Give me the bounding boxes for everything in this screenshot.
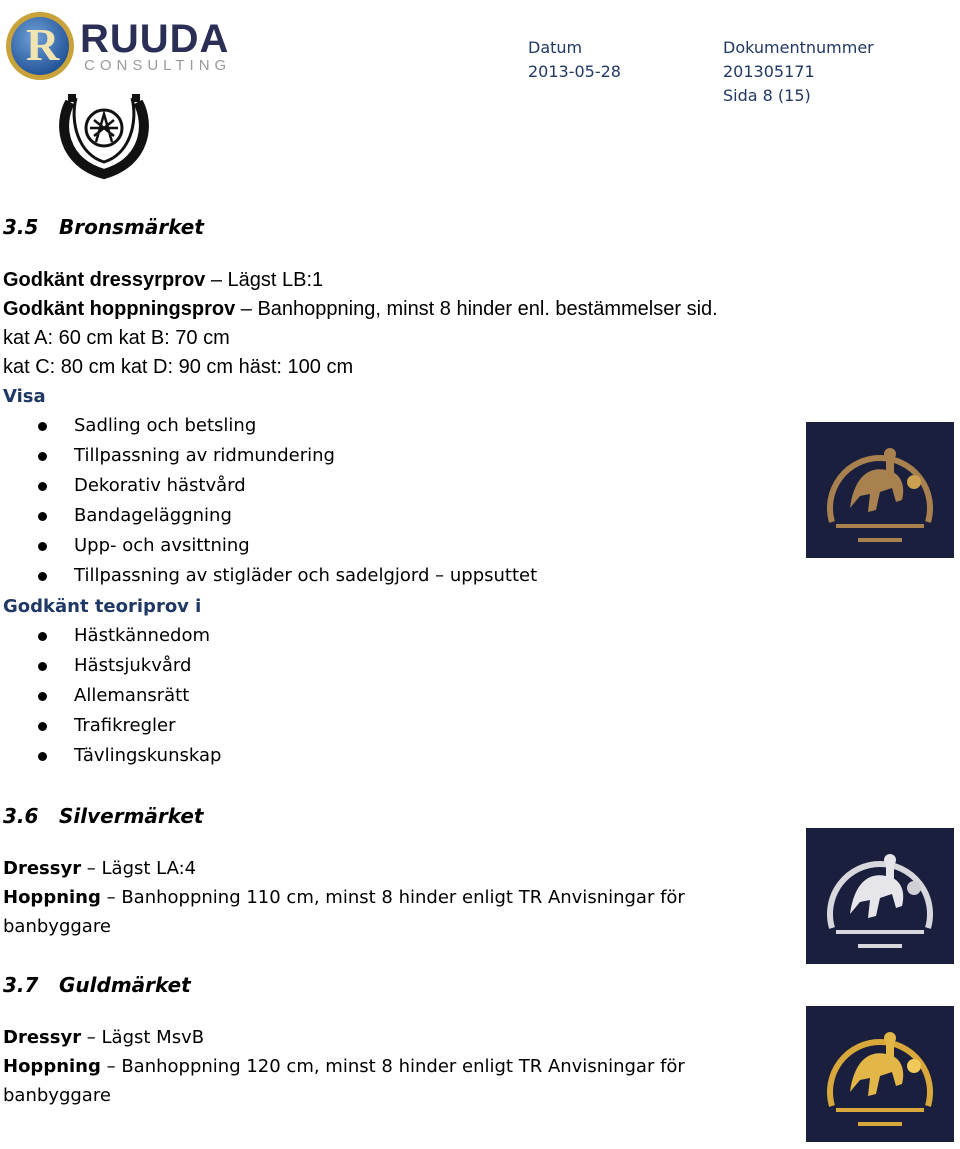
- list-item-text: Allemansrätt: [74, 685, 190, 706]
- list-item-text: Tävlingskunskap: [74, 745, 222, 766]
- list-item-text: Trafikregler: [74, 715, 176, 736]
- dressage-text: – Lägst MsvB: [81, 1027, 205, 1048]
- height-classes-2: kat C: 80 cm kat D: 90 cm häst: 100 cm: [3, 356, 354, 378]
- list-item-text: Bandageläggning: [74, 505, 232, 526]
- bullet-icon: [38, 692, 47, 701]
- jumping-requirement: [3, 886, 685, 910]
- logo-text: RUUDA: [80, 17, 230, 61]
- bronze-badge-icon: [806, 422, 954, 558]
- logo-letter: R: [26, 19, 60, 70]
- bullet-icon: [38, 452, 47, 461]
- silver-badge-icon: [806, 828, 954, 964]
- section-number: 3.7: [3, 973, 39, 997]
- bullet-icon: [38, 512, 47, 521]
- section-title: Silvermärket: [59, 804, 204, 828]
- theory-heading: Godkänt teoriprov i: [3, 596, 202, 617]
- page-number: Sida 8 (15): [723, 86, 811, 105]
- jumping-label: Hoppning: [3, 1056, 101, 1077]
- dressage-label: Godkänt dressyrprov: [3, 269, 206, 291]
- list-item-text: Hästsjukvård: [74, 655, 192, 676]
- bullet-icon: [38, 572, 47, 581]
- gold-badge-icon: [806, 1006, 954, 1142]
- bronze-badge-photo: [806, 422, 954, 558]
- section-3-5-heading: [3, 215, 204, 239]
- list-item-text: Tillpassning av ridmundering: [74, 445, 335, 466]
- list-item-text: Hästkännedom: [74, 625, 211, 646]
- jumping-label: Godkänt hoppningsprov: [3, 298, 236, 320]
- jumping-text: – Banhoppning, minst 8 hinder enl. bestämmelser sid.: [235, 298, 718, 320]
- date-label: Datum: [528, 38, 583, 57]
- list-item-text: Sadling och betsling: [74, 415, 257, 436]
- jumping-continuation: banbyggare: [3, 916, 111, 937]
- docnum-value: 201305171: [723, 62, 815, 81]
- section-number: 3.6: [3, 804, 39, 828]
- bullet-icon: [38, 422, 47, 431]
- jumping-text: – Banhoppning 110 cm, minst 8 hinder enligt TR Anvisningar för: [100, 887, 685, 908]
- bullet-icon: [38, 722, 47, 731]
- bullet-icon: [38, 482, 47, 491]
- bullet-icon: [38, 662, 47, 671]
- dressage-label: Dressyr: [3, 1027, 82, 1048]
- section-3-6-heading: [3, 804, 204, 828]
- horseshoe-seal-icon: [48, 84, 160, 184]
- dressage-text: – Lägst LA:4: [81, 858, 197, 879]
- dressage-text: – Lägst LB:1: [205, 269, 324, 291]
- ruuda-logo: [4, 10, 232, 82]
- section-number: 3.5: [3, 215, 39, 239]
- dressage-label: Dressyr: [3, 858, 82, 879]
- logo-subtext: CONSULTING: [84, 57, 232, 74]
- jumping-label: Hoppning: [3, 887, 101, 908]
- dressage-requirement: [3, 268, 323, 292]
- section-title: Guldmärket: [59, 973, 191, 997]
- list-item-text: Upp- och avsittning: [74, 535, 250, 556]
- bullet-icon: [38, 752, 47, 761]
- gold-badge-photo: [806, 1006, 954, 1142]
- height-classes-1: kat A: 60 cm kat B: 70 cm: [3, 327, 230, 349]
- club-seal: [48, 84, 160, 184]
- date-value: 2013-05-28: [528, 62, 621, 81]
- dressage-requirement: [3, 1026, 204, 1050]
- docnum-label: Dokumentnummer: [723, 38, 874, 57]
- jumping-requirement: [3, 297, 718, 321]
- bullet-icon: [38, 542, 47, 551]
- silver-badge-photo: [806, 828, 954, 964]
- section-title: Bronsmärket: [59, 215, 204, 239]
- list-item-text: Tillpassning av stigläder och sadelgjord – uppsuttet: [74, 565, 538, 586]
- bullet-icon: [38, 632, 47, 641]
- jumping-text: – Banhoppning 120 cm, minst 8 hinder enligt TR Anvisningar för: [100, 1056, 685, 1077]
- section-3-7-heading: [3, 973, 191, 997]
- dressage-requirement: [3, 857, 196, 881]
- show-heading: Visa: [3, 386, 46, 407]
- jumping-requirement: [3, 1055, 685, 1079]
- jumping-continuation: banbyggare: [3, 1085, 111, 1106]
- list-item-text: Dekorativ hästvård: [74, 475, 246, 496]
